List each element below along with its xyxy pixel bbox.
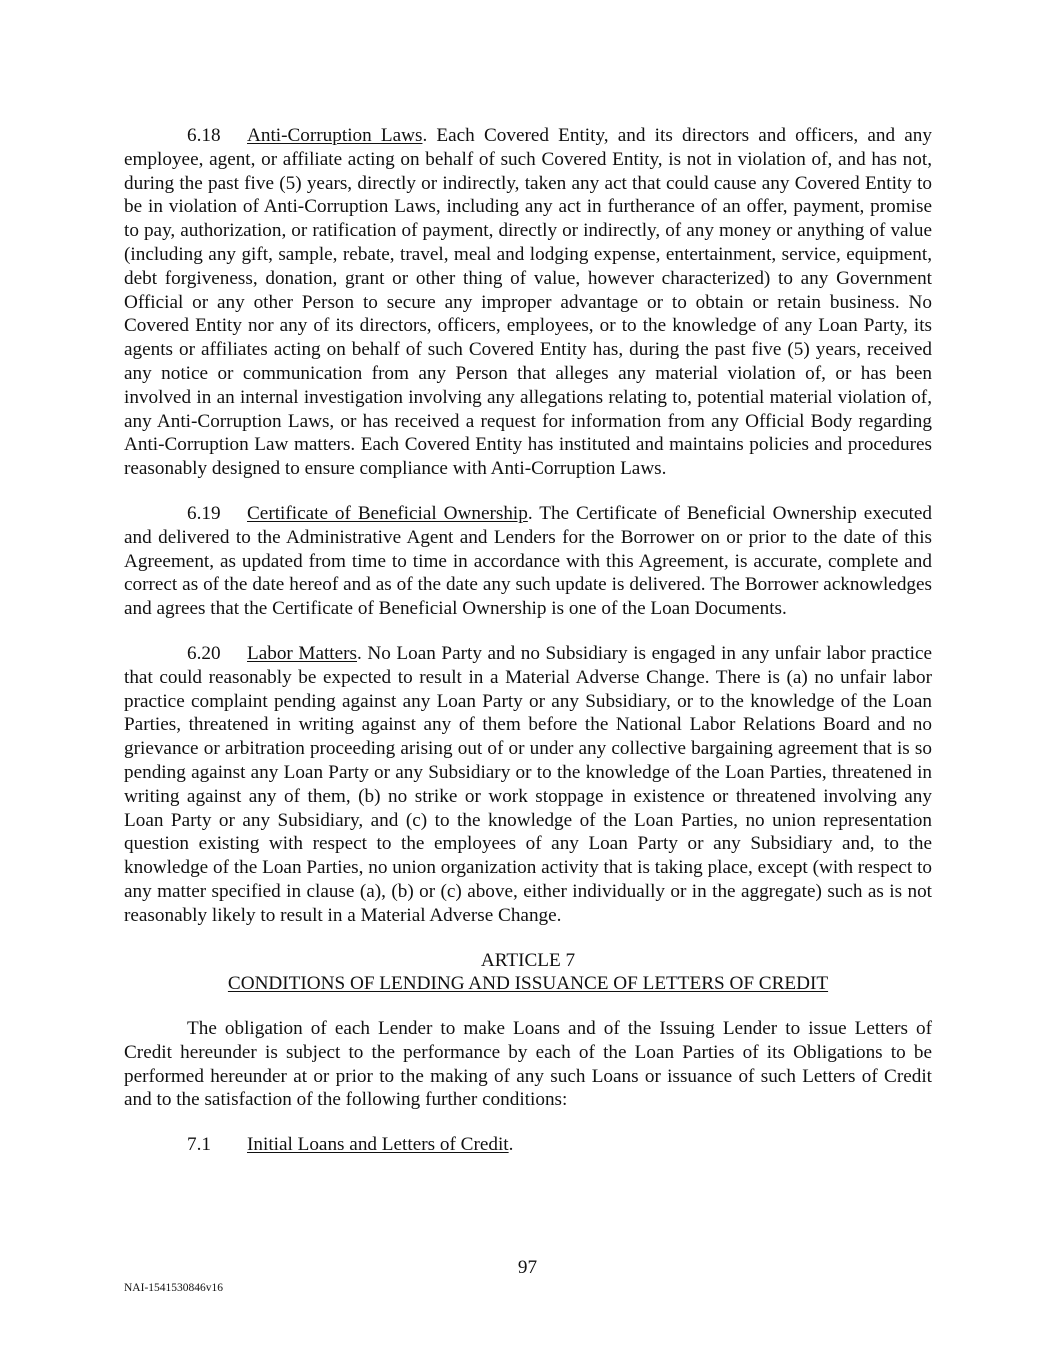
document-page <box>124 124 932 1157</box>
section-number: 6.18 <box>187 125 221 146</box>
section-body: Each Covered Entity, and its directors and officers, and any employee, agent, or affiliate acting on behalf of such Covered Entity, is not in violation of, and has not, during the past five (5) years, directly or indirectly, taken any act that could cause any Covered Entity to be in violation of Anti-Corruption Laws, including any act in furtherance of an offer, payment, promise to pay, authorization, or ratification of payment, directly or indirectly, of any money or anything of value (including any gift, sample, rebate, travel, meal and lodging expense, entertainment, service, equipment, debt forgiveness, donation, grant or other thing of value, however characterized) to any Government Official or any other Person to secure any improper advantage or to obtain or retain business. No Covered Entity nor any of its directors, officers, employees, or to the knowledge of any Loan Party, its agents or affiliates acting on behalf of such Covered Entity has, during the past five (5) years, received any notice or communication from any Person that alleges any material violation of, or has been involved in an internal investigation involving any allegations relating to, potential material violation of, any Anti-Corruption Laws, or has received a request for information from any Official Body regarding Anti-Corruption Law matters. Each Covered Entity has instituted and maintains policies and procedures reasonably designed to ensure compliance with Anti-Corruption Laws. <box>124 125 932 480</box>
section-heading: Initial Loans and Letters of Credit <box>247 1134 509 1156</box>
section-heading-punct: . <box>508 1134 514 1156</box>
section-6-18 <box>124 124 932 481</box>
section-6-20 <box>124 642 932 928</box>
article-title: CONDITIONS OF LENDING AND ISSUANCE OF LETTERS OF CREDIT <box>227 973 829 995</box>
section-6-19 <box>124 502 932 621</box>
page-number: 97 <box>517 1257 538 1278</box>
section-heading: Labor Matters <box>247 642 358 664</box>
section-heading-punct: . <box>527 502 533 524</box>
section-heading: Certificate of Beneficial Ownership <box>247 502 528 524</box>
document-id: NAI-1541530846v16 <box>124 1282 224 1294</box>
section-body: No Loan Party and no Subsidiary is engaged in any unfair labor practice that could reasonably be expected to result in a Material Adverse Change. There is (a) no unfair labor practice complaint pending against any Loan Party or any Subsidiary, or to the knowledge of the Loan Parties, threatened in writing against any of them before the National Labor Relations Board and no grievance or arbitration proceeding arising out of or under any collective bargaining agreement that is so pending against any Loan Party or any Subsidiary or to the knowledge of the Loan Parties, threatened in writing against any of them, (b) no strike or work stoppage in existence or threatened involving any Loan Party or any Subsidiary, and (c) to the knowledge of the Loan Parties, no union representation question existing with respect to the employees of any Loan Party or any Subsidiary and, to the knowledge of the Loan Parties, no union organization activity that is taking place, except (with respect to any matter specified in clause (a), (b) or (c) above, either individually or in the aggregate) such as is not reasonably likely to result in a Material Adverse Change. <box>124 642 932 926</box>
section-number: 6.19 <box>187 502 221 524</box>
section-number: 7.1 <box>187 1134 211 1156</box>
section-body: The Certificate of Beneficial Ownership executed and delivered to the Administrative Agent and Lenders for the Borrower on or prior to the date of this Agreement, as updated from time to time in accordance with this Agreement, is accurate, complete and correct as of the date hereof and as of the date any such update is delivered. The Borrower acknowledges and agrees that the Certificate of Beneficial Ownership is one of the Loan Documents. <box>124 502 932 620</box>
section-7-1 <box>124 1133 932 1157</box>
section-heading-punct: . <box>357 642 362 664</box>
section-number: 6.20 <box>187 642 221 664</box>
article-intro: The obligation of each Lender to make Loans and of the Issuing Lender to issue Letters of Credit hereunder is subject to the performance by each of the Loan Parties of its Obligations to be performed hereunder at or prior to the making of any such Loans or issuance of such Letters of Credit and to the satisfaction of the following further conditions: <box>124 1018 932 1111</box>
section-heading: Anti-Corruption Laws <box>247 125 423 146</box>
section-heading-punct: . <box>422 125 428 146</box>
article-heading <box>124 949 932 997</box>
article-label: ARTICLE 7 <box>480 949 576 971</box>
